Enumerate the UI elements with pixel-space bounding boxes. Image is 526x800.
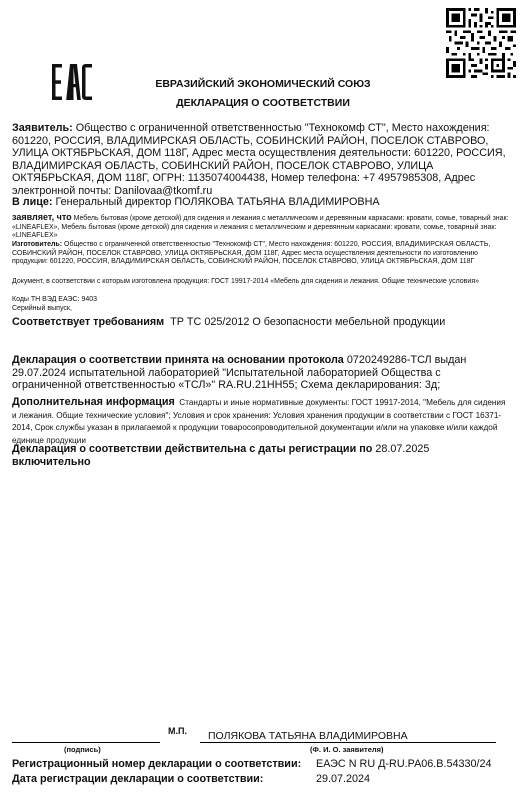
name-caption: (Ф. И. О. заявителя) (310, 745, 384, 754)
manufacturer-block (12, 241, 512, 267)
stamp-place: М.П. (168, 726, 187, 736)
validity-label: Декларация о соответствии действительна с даты регистрации по (12, 443, 373, 455)
applicant-text: Общество с ограниченной ответственностью "Технокомф СТ", Место нахождения: 601220, РОССИЯ, ВЛАДИМИРСКАЯ ОБЛАСТЬ, СОБИНСКИЙ РАЙОН, ПОСЕЛОК СТАВРОВО, УЛИЦА ОКТЯБРЬСКАЯ, ДОМ 118Г, Адрес места осуществления деятельности: 601220, РОССИЯ, ВЛАДИМИРСКАЯ ОБЛАСТЬ, СОБИНСКИЙ РАЙОН, ПОСЕЛОК СТАВРОВО, УЛИЦА ОКТЯБРЬСКАЯ, ДОМ 118Г, ОГРН: 1135074004438, Номер телефона: +7 4957985308, Адрес электронной почты: Danilovaa@tkomf.ru (12, 122, 506, 197)
registration-date: 29.07.2024 (316, 773, 371, 785)
registration-number: ЕАЭС N RU Д-RU.РА06.В.54330/24 (316, 758, 492, 770)
validity-suffix: включительно (12, 455, 91, 468)
basis-block (12, 354, 512, 392)
signer-name: ПОЛЯКОВА ТАТЬЯНА ВЛАДИМИРОВНА (208, 730, 408, 742)
declares-block (12, 213, 512, 241)
applicant-block (12, 122, 512, 198)
person-text: Генеральный директор ПОЛЯКОВА ТАТЬЯНА ВЛАДИМИРОВНА (55, 196, 380, 208)
additional-block (12, 396, 512, 446)
manufacturer-text: Общество с ограниченной ответственностью "Технокомф СТ", Место нахождения: 601220, РОССИЯ, ВЛАДИМИРСКАЯ ОБЛАСТЬ, СОБИНСКИЙ РАЙОН, ПОСЕЛОК СТАВРОВО, УЛИЦА ОКТЯБРЬСКАЯ, ДОМ 118Г, Адрес места осуществления деятельности по изготовлению продукции: 601220, РОССИЯ, ВЛАДИМИРСКАЯ ОБЛАСТЬ, СОБИНСКИЙ РАЙОН, ПОСЕЛОК СТАВРОВО, УЛИЦА ОКТЯБРЬСКАЯ, ДОМ 118Г (12, 241, 491, 266)
basis-text: 0720249286-ТСЛ выдан 29.07.2024 испытательной лабораторией "Испытательной лабораторией Общества с ограниченной ответственностью «ТСЛ»" RA.RU.21НН55; Схема декларирования: 3д; (12, 354, 467, 392)
document-title: ДЕКЛАРАЦИЯ О СООТВЕТСТВИИ (176, 97, 350, 109)
signature-line (12, 742, 160, 743)
registration-number-label: Регистрационный номер декларации о соответствии: (12, 758, 302, 770)
validity-date: 28.07.2025 (375, 443, 430, 455)
additional-label: Дополнительная информация (12, 396, 175, 408)
name-line (200, 742, 496, 743)
conforms-label: Соответствует требованиям (12, 316, 165, 328)
registration-date-label: Дата регистрации декларации о соответствии: (12, 773, 264, 785)
person-block (12, 196, 512, 209)
person-label: В лице: (12, 196, 53, 208)
declares-label: заявляет, что (12, 212, 72, 222)
applicant-label: Заявитель: (12, 122, 73, 134)
signature-caption: (подпись) (64, 745, 101, 754)
serial-line: Серийный выпуск, (12, 305, 72, 312)
qr-code (446, 8, 516, 78)
union-title: ЕВРАЗИЙСКИЙ ЭКОНОМИЧЕСКИЙ СОЮЗ (155, 78, 371, 90)
conforms-text: ТР ТС 025/2012 О безопасности мебельной продукции (170, 316, 446, 328)
additional-text: Стандарты и иные нормативные документы: ГОСТ 19917-2014, "Мебель для сидения и лежания. Общие технические условия"; Условия и срок хранения: Условия хранения продукции в соответствии с ГОСТ 16371-2014, Срок службы указан в прилагаемой к продукции товаросопроводительной документации и/или на упаковке и/или каждой единице продукции (12, 398, 506, 445)
basis-label: Декларация о соответствии принята на основании протокола (12, 354, 344, 366)
declares-text: Мебель бытовая (кроме детской) для сидения и лежания с металлическим и деревянным каркасами: кровати, сомье, товарный знак: «LINEAFLEX», Мебель бытовая (кроме детской) для сидения и лежания с металлическим и деревянным каркасами: кровати, сомье, товарный знак: «LINEAFLEX» (12, 215, 509, 240)
validity-block (12, 443, 512, 468)
document-line: Документ, в соответствии с которым изготовлена продукция: ГОСТ 19917-2014 «Мебель для сидения и лежания. Общие технические условия» (12, 278, 479, 285)
manufacturer-label: Изготовитель: (12, 241, 63, 248)
codes-line: Коды ТН ВЭД ЕАЭС: 9403 (12, 296, 98, 303)
conforms-block (12, 316, 512, 329)
